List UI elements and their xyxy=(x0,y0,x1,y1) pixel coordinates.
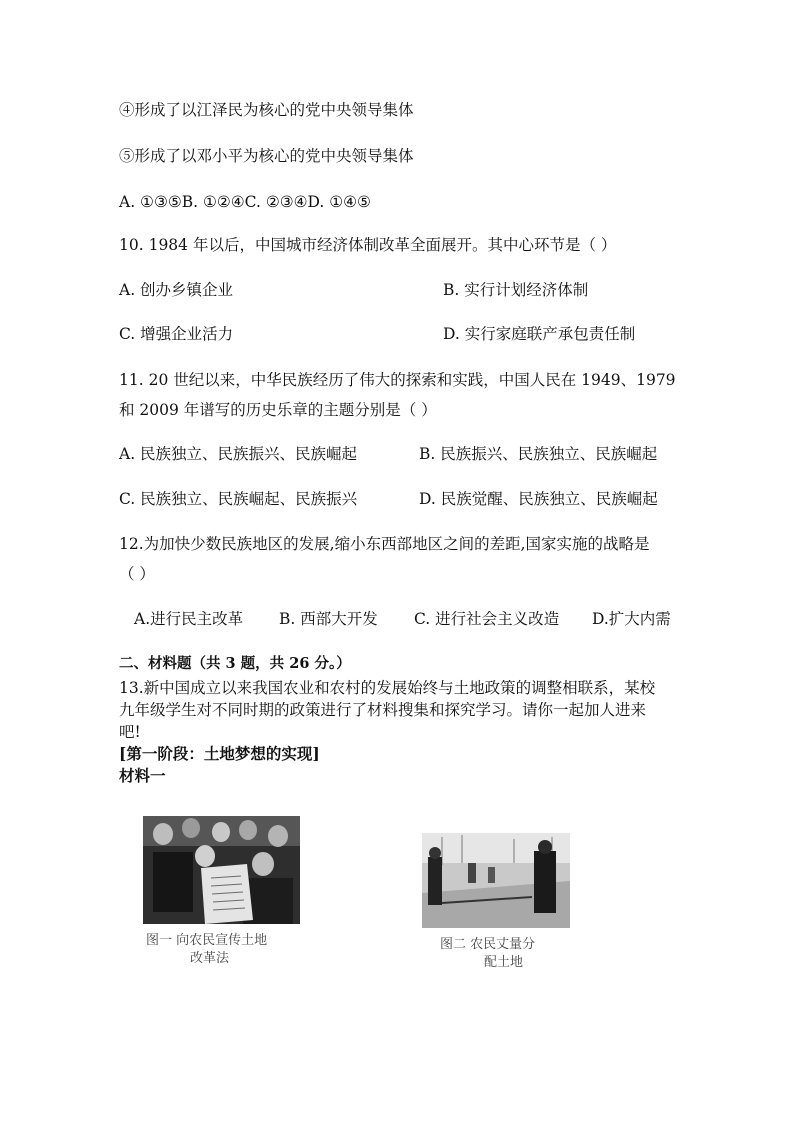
q10-option-a: A. 创办乡镇企业 xyxy=(119,281,234,299)
q11-option-c: C. 民族独立、民族崛起、民族振兴 xyxy=(119,490,358,508)
q11-stem-line-2: 和 2009 年谱写的历史乐章的主题分别是（ ） xyxy=(119,401,437,419)
figure-2-caption-line-2: 配土地 xyxy=(484,955,524,970)
figure-2-photo xyxy=(422,833,570,928)
q11-option-d: D. 民族觉醒、民族独立、民族崛起 xyxy=(419,490,658,508)
q12-option-b: B. 西部大开发 xyxy=(279,610,378,628)
section-2-title: 二、材料题（共 3 题，共 26 分。） xyxy=(119,655,351,672)
figure-1-photo xyxy=(143,816,300,924)
figure-1-caption-line-1: 图一 向农民宣传土地 xyxy=(146,933,268,948)
q12-option-c: C. 进行社会主义改造 xyxy=(414,610,560,628)
q12-option-d: D.扩大内需 xyxy=(592,610,671,628)
stage-1-heading: [第一阶段：土地梦想的实现] xyxy=(119,744,320,763)
q11-option-a: A. 民族独立、民族振兴、民族崛起 xyxy=(119,445,358,463)
q10-stem: 10. 1984 年以后，中国城市经济体制改革全面展开。其中心环节是（ ） xyxy=(119,236,617,254)
q10-option-d: D. 实行家庭联产承包责任制 xyxy=(443,325,636,343)
q9-answers: A. ①③⑤B. ①②④C. ②③④D. ①④⑤ xyxy=(119,193,371,211)
q13-text-line-3: 吧! xyxy=(119,723,141,741)
q10-option-c: C. 增强企业活力 xyxy=(119,325,234,343)
material-1-heading: 材料一 xyxy=(119,766,166,785)
q12-stem-line-1: 12.为加快少数民族地区的发展,缩小东西部地区之间的差距,国家实施的战略是 xyxy=(119,535,650,553)
figure-2-caption-line-1: 图二 农民丈量分 xyxy=(440,937,536,952)
q11-option-b: B. 民族振兴、民族独立、民族崛起 xyxy=(419,445,658,463)
q9-option-5: ⑤形成了以邓小平为核心的党中央领导集体 xyxy=(119,147,414,165)
q12-option-a: A.进行民主改革 xyxy=(134,610,244,628)
q12-stem-line-2: （ ） xyxy=(119,565,155,583)
figure-1-caption-line-2: 改革法 xyxy=(190,951,230,966)
q11-stem-line-1: 11. 20 世纪以来，中华民族经历了伟大的探索和实践，中国人民在 1949、1979 xyxy=(119,371,676,389)
q13-text-line-1: 13.新中国成立以来我国农业和农村的发展始终与土地政策的调整相联系，某校 xyxy=(119,679,656,697)
q9-option-4: ④形成了以江泽民为核心的党中央领导集体 xyxy=(119,101,414,119)
q13-text-line-2: 九年级学生对不同时期的政策进行了材料搜集和探究学习。请你一起加人进来 xyxy=(119,701,647,719)
q10-option-b: B. 实行计划经济体制 xyxy=(443,281,589,299)
